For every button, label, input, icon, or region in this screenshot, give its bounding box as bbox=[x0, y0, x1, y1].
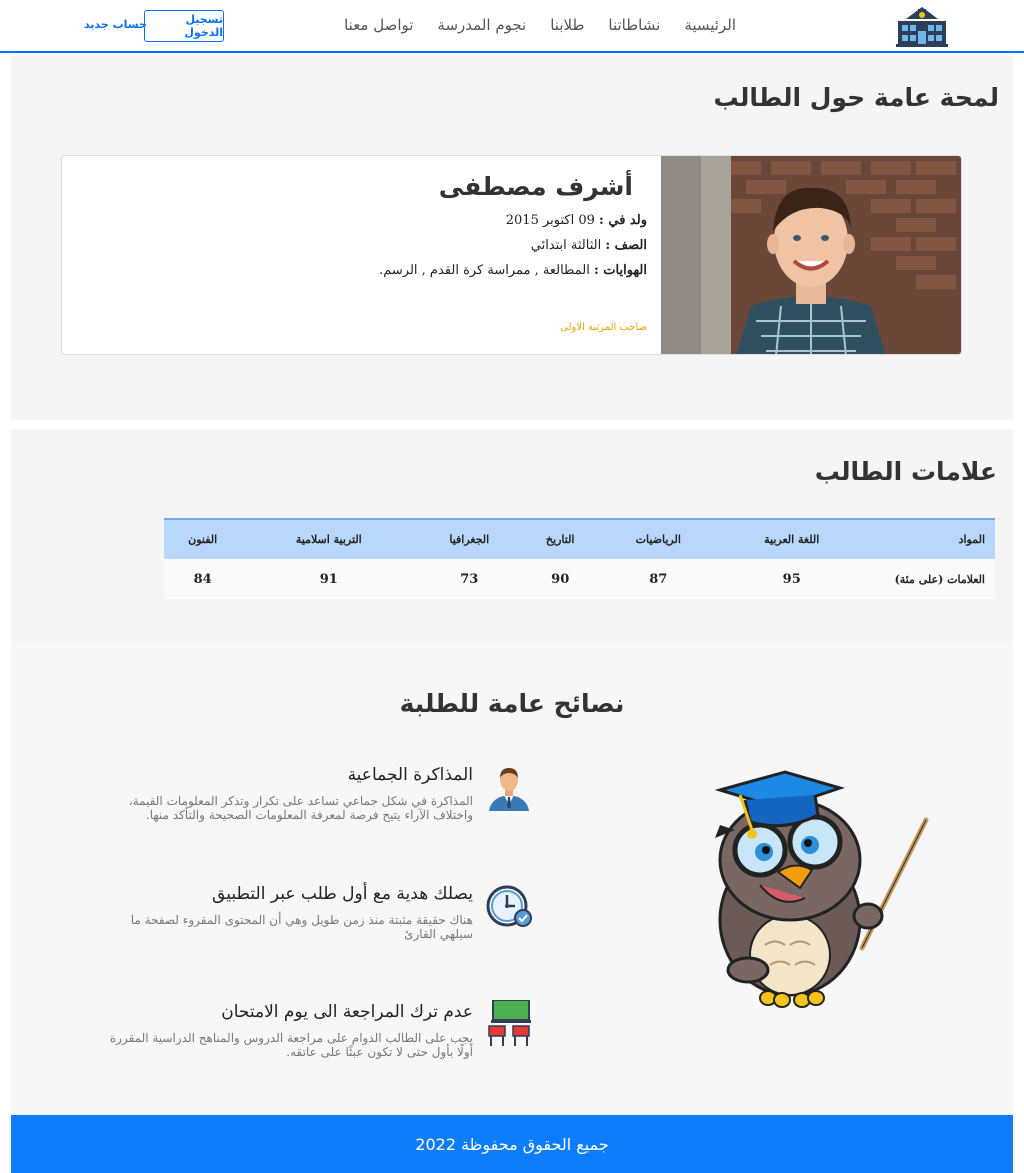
main-nav bbox=[344, 16, 736, 34]
grades-header-cell: اللغة العربية bbox=[718, 519, 865, 559]
classroom-icon bbox=[485, 1000, 533, 1048]
tip-text: المذاكرة في شكل جماعي تساعد على تكرار وتذكر المعلومات القيمة، واختلاف الآراء يتيح فرصة لمعرفة المعلومات الصحيحة والتأكد منها. bbox=[128, 794, 473, 822]
student-photo bbox=[661, 156, 961, 355]
birth-date-line bbox=[87, 213, 647, 228]
hobbies-label: الهوايات : bbox=[593, 263, 647, 278]
school-building-icon[interactable] bbox=[896, 5, 948, 47]
nav-link-students[interactable]: طلابنا bbox=[550, 16, 585, 34]
birth-date-value: 09 اكتوبر 2015 bbox=[505, 213, 595, 228]
class-value: الثالثة ابتدائي bbox=[530, 238, 602, 253]
hobbies-line bbox=[87, 263, 647, 278]
tip-title: عدم ترك المراجعة الى يوم الامتحان bbox=[221, 1002, 473, 1022]
grades-header-cell: المواد bbox=[865, 519, 995, 559]
teacher-avatar-icon bbox=[485, 763, 533, 811]
tip-text: يجب على الطالب الدوام على مراجعة الدروس والمناهج الدراسية المقررة أولًا بأول حتى لا تكون عبئًا على عاتقه. bbox=[109, 1031, 473, 1059]
tips-title: نصائح عامة للطلبة bbox=[399, 689, 625, 718]
grades-title: علامات الطالب bbox=[814, 457, 997, 486]
student-card bbox=[61, 155, 962, 355]
grades-table bbox=[164, 518, 995, 599]
grades-header-cell: الفنون bbox=[164, 519, 241, 559]
copyright-text: جميع الحقوق محفوظة 2022 bbox=[415, 1134, 609, 1154]
clock-check-icon bbox=[485, 882, 533, 930]
grade-cell: 95 bbox=[718, 559, 865, 599]
hobbies-value: المطالعة , ممراسة كرة القدم , الرسم. bbox=[379, 263, 590, 278]
nav-link-activities[interactable]: نشاطاتنا bbox=[608, 16, 661, 34]
table-row bbox=[164, 559, 995, 599]
student-photo-illustration bbox=[661, 156, 961, 355]
grades-header-cell: الرياضيات bbox=[598, 519, 718, 559]
class-label: الصف : bbox=[605, 238, 647, 253]
grades-header-cell: التربية اسلامية bbox=[241, 519, 416, 559]
nav-link-school-stars[interactable]: نجوم المدرسة bbox=[437, 16, 527, 34]
overview-title: لمحة عامة حول الطالب bbox=[713, 83, 999, 112]
footer bbox=[11, 1115, 1013, 1173]
nav-link-home[interactable]: الرئيسية bbox=[684, 16, 736, 34]
grades-row-label: العلامات (على مئة) bbox=[865, 559, 995, 599]
tip-title: يصلك هدية مع أول طلب عبر التطبيق bbox=[212, 884, 473, 904]
grades-section bbox=[11, 429, 1013, 641]
grade-cell: 84 bbox=[164, 559, 241, 599]
grade-cell: 73 bbox=[416, 559, 522, 599]
student-card-body bbox=[87, 172, 647, 288]
grades-header-row bbox=[164, 519, 995, 559]
owl-teacher-illustration bbox=[690, 770, 940, 1010]
grade-cell: 87 bbox=[598, 559, 718, 599]
grade-cell: 91 bbox=[241, 559, 416, 599]
tip-text: هناك حقيقة مثبتة منذ زمن طويل وهي أن المحتوى المقروء لصفحة ما سيلهي القارئ bbox=[130, 913, 473, 941]
student-overview-section bbox=[11, 55, 1013, 420]
class-line bbox=[87, 238, 647, 253]
nav-link-contact[interactable]: تواصل معنا bbox=[344, 16, 414, 34]
grade-cell: 90 bbox=[522, 559, 598, 599]
login-button[interactable]: تسجيل الدخول bbox=[144, 10, 224, 42]
grades-header-cell: الجغرافيا bbox=[416, 519, 522, 559]
navbar bbox=[0, 0, 1024, 53]
rank-badge: صاحب المرتبة الاولى bbox=[560, 322, 647, 333]
signup-link[interactable]: حساب جديد bbox=[84, 18, 147, 31]
tip-title: المذاكرة الجماعية bbox=[347, 765, 473, 785]
birth-date-label: ولد في : bbox=[599, 213, 647, 228]
student-name: أشرف مصطفى bbox=[438, 172, 633, 201]
grades-header-cell: التاريخ bbox=[522, 519, 598, 559]
